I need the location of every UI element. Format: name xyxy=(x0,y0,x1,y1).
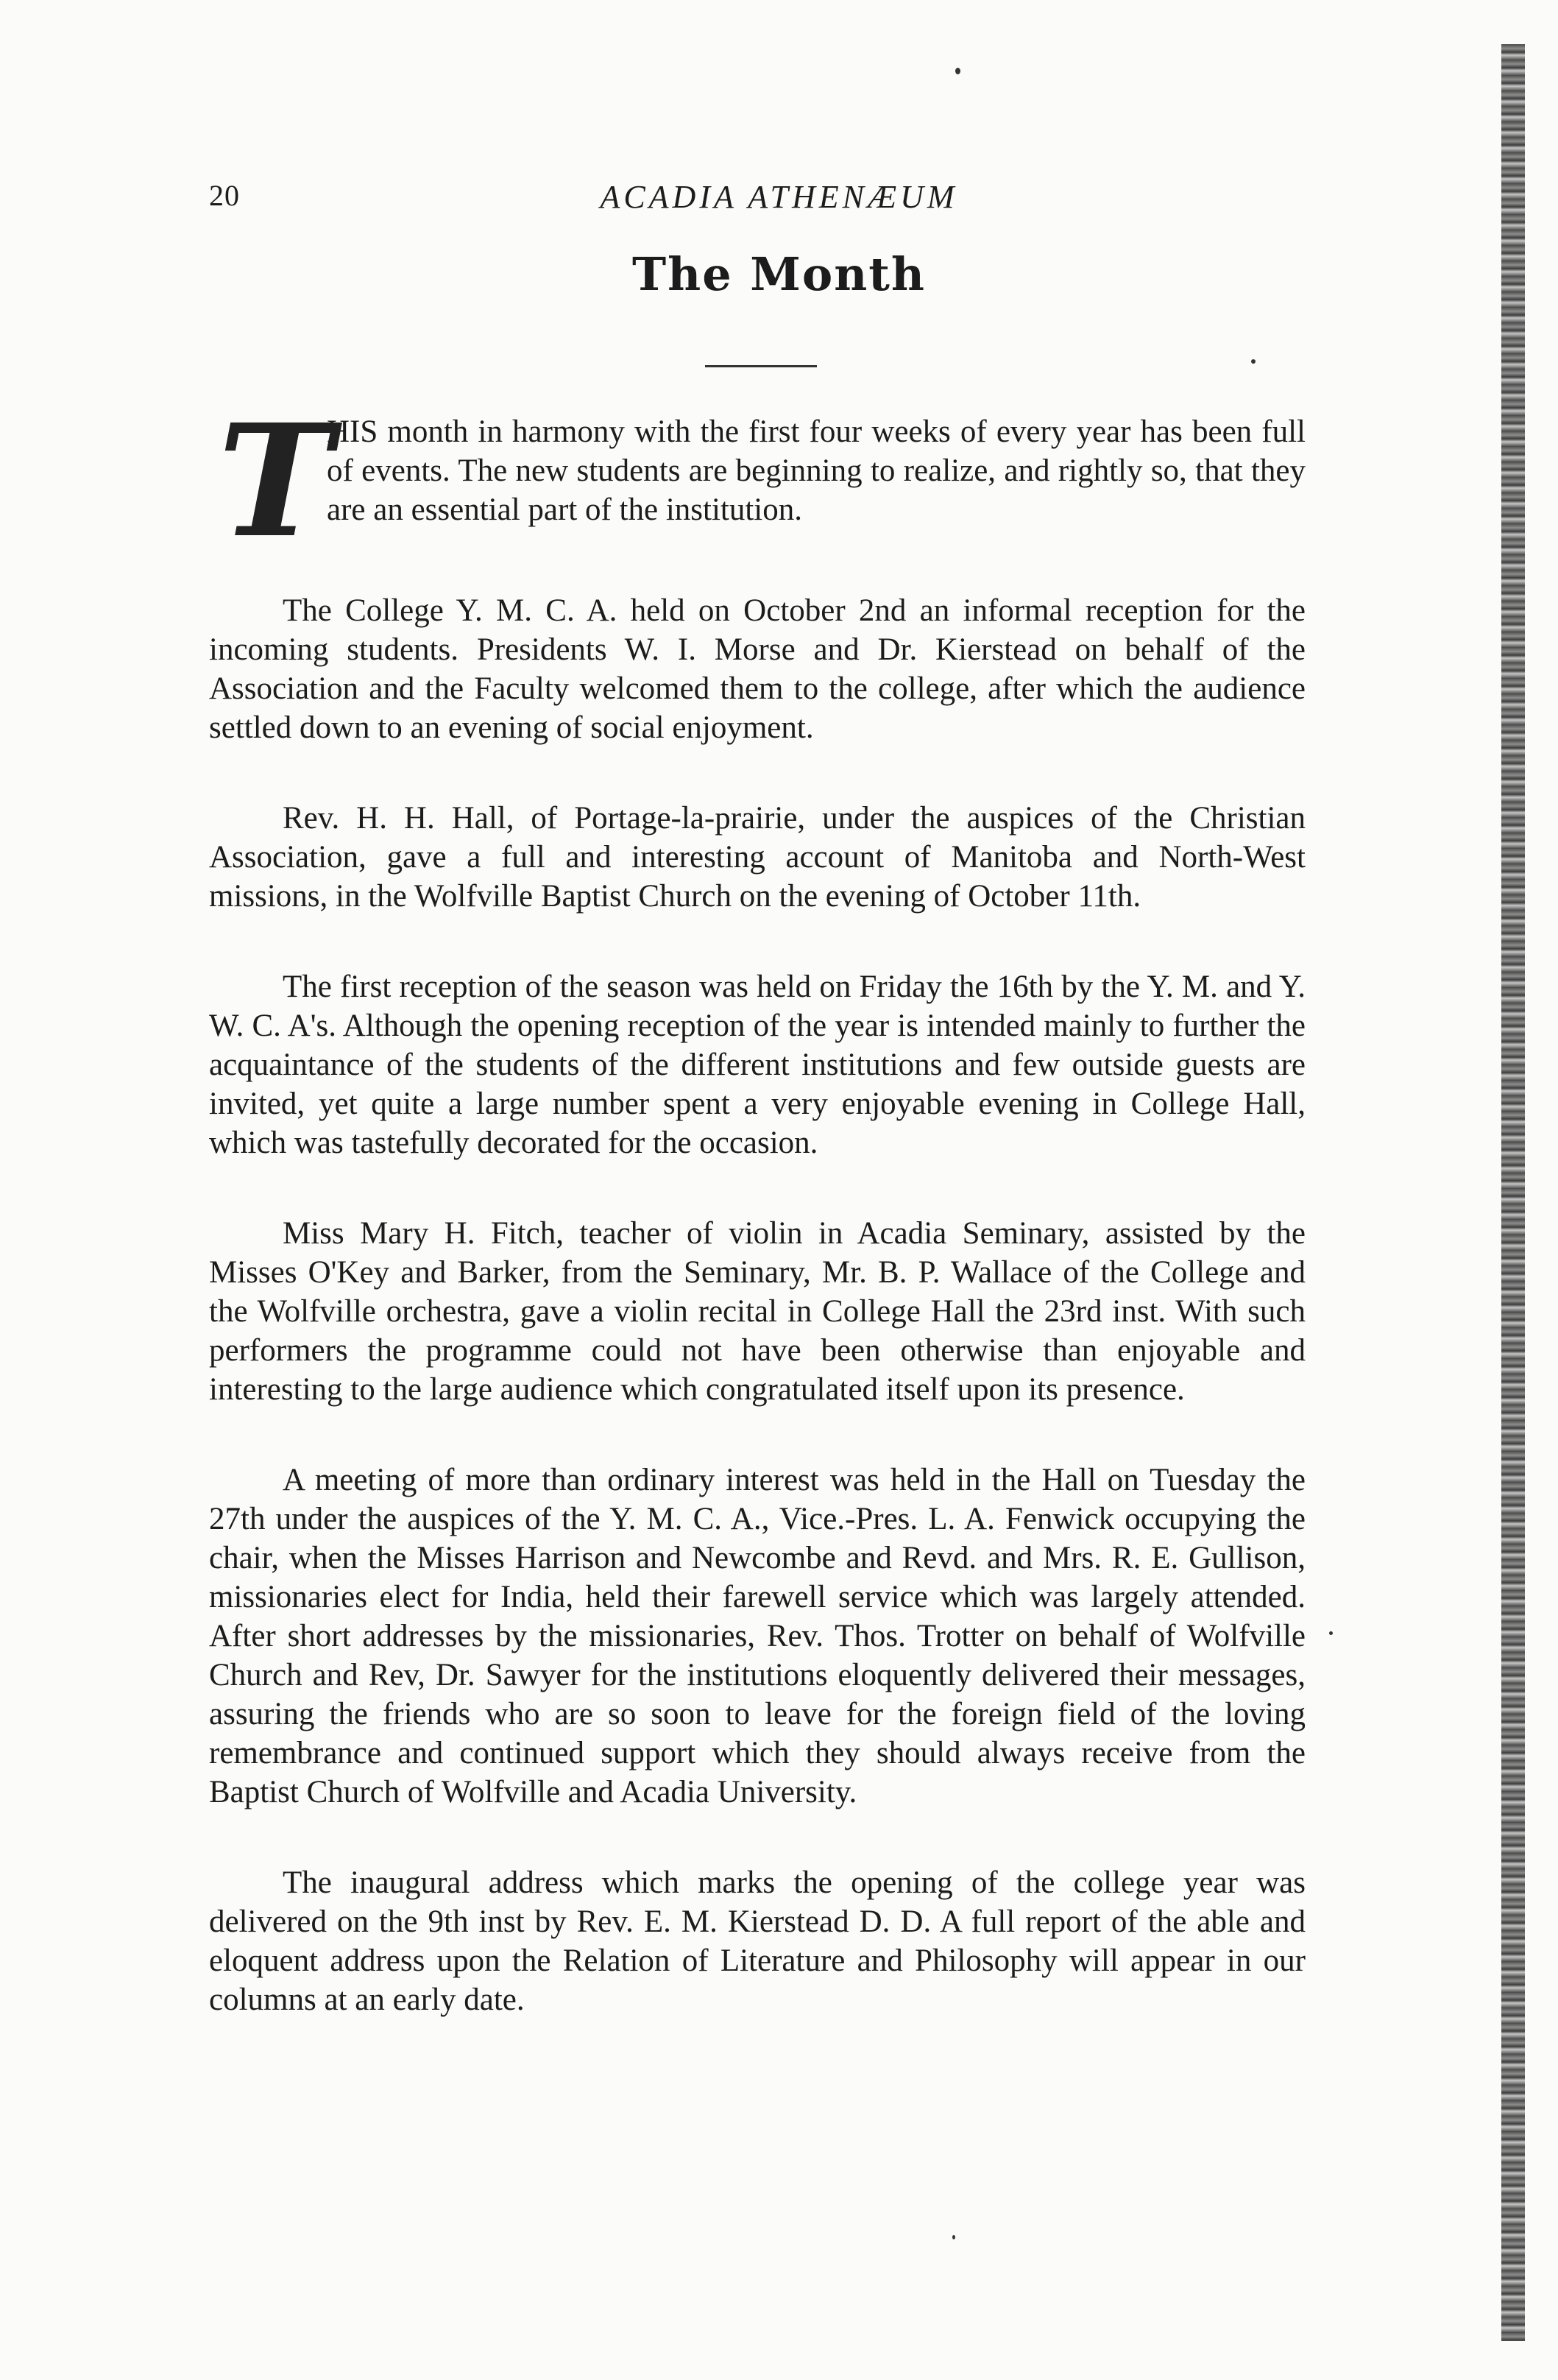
paragraph-inaugural-address: The inaugural address which marks the opening of the college year was delivered on the 9th inst by Rev. E. M. Kierstead D. D. A full report of the able and eloquent address upon the Relation of Literature and Philosophy will appear in our columns at an early date. xyxy=(209,1865,1306,2017)
paragraph-farewell-meeting: A meeting of more than ordinary interest was held in the Hall on Tuesday the 27th under the auspices of the Y. M. C. A., Vice.-Pres. L. A. Fenwick occupying the chair, when the Misses Harrison and Newcombe and Revd. and Mrs. R. E. Gullison, missionaries elect for India, held their farewell service which was largely attended. After short addresses by the missionaries, Rev. Thos. Trotter on behalf of Wolfville Church and Rev, Dr. Sawyer for the institutions eloquently delivered their messages, assuring the friends who are so soon to leave for the foreign field of the loving remembrance and continued support which they should always receive from the Baptist Church of Wolfville and Acadia University. xyxy=(209,1463,1306,1809)
page-number: 20 xyxy=(209,179,240,212)
scan-speck xyxy=(955,68,960,74)
scanned-binding-edge xyxy=(1501,44,1525,2341)
article-body xyxy=(209,390,1306,2071)
scan-speck xyxy=(952,2235,955,2239)
drop-cap: T xyxy=(218,390,333,572)
paragraph-violin-recital: Miss Mary H. Fitch, teacher of violin in Acadia Seminary, assisted by the Misses O'Key and Barker, from the Seminary, Mr. B. P. Wallace of the College and the Wolfville orchestra, gave a violin recital in College Hall the 23rd inst. With such performers the programme could not have been otherwise than enjoyable and interesting to the large audience which congratulated itself upon its presence. xyxy=(209,1216,1306,1407)
lead-paragraph xyxy=(209,390,1306,572)
paragraph-ymca-reception: The College Y. M. C. A. held on October 2nd an informal reception for the incoming students. Presidents W. I. Morse and Dr. Kierstead on behalf of the Association and the Faculty welcomed them to the college, after which the audience settled down to an evening of social enjoyment. xyxy=(209,593,1306,745)
paragraph-first-reception: The first reception of the season was held on Friday the 16th by the Y. M. and Y. W. C. A's. Although the opening reception of the year is intended mainly to further the acquaintance of the students of the different institutions and few outside guests are invited, yet quite a large number spent a very enjoyable evening in College Hall, which was tastefully decorated for the occasion. xyxy=(209,970,1306,1160)
title-rule xyxy=(705,365,817,367)
running-title: ACADIA ATHENÆUM xyxy=(600,179,958,215)
lead-text: HIS month in harmony with the first four weeks of every year has been full of events. The new students are beginning to realize, and rightly so, that they are an essential part of the institution. xyxy=(327,414,1306,527)
section-title: The Month xyxy=(631,247,927,301)
scan-speck xyxy=(1329,1631,1333,1635)
paragraph-hall-missions: Rev. H. H. Hall, of Portage-la-prairie, under the auspices of the Christian Association, gave a full and interesting account of Manitoba and North-West missions, in the Wolfville Baptist Church on the evening of October 11th. xyxy=(209,801,1306,914)
scan-speck xyxy=(1251,359,1256,364)
